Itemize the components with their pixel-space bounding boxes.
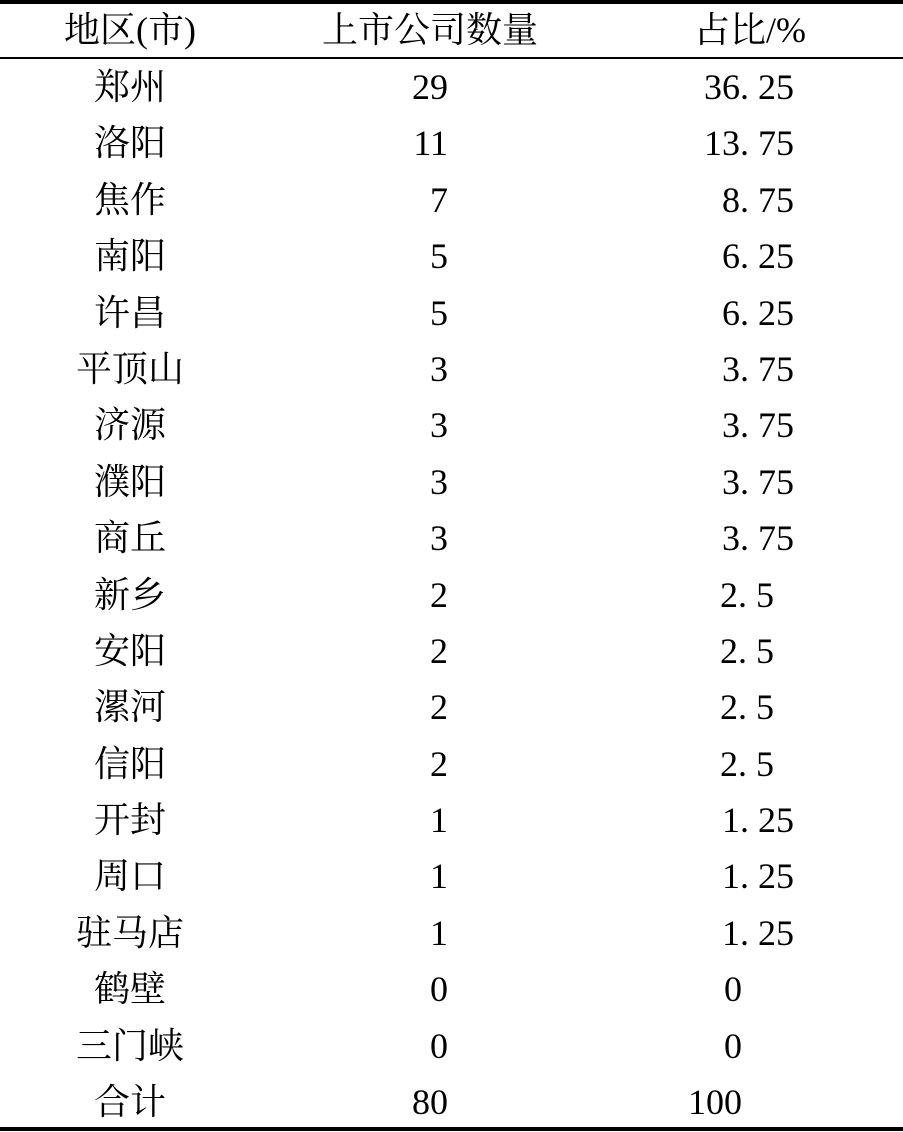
cell-region: 郑州 xyxy=(93,67,166,107)
cell-percent: 0 xyxy=(724,1025,742,1066)
total-row xyxy=(0,1074,903,1130)
table-row xyxy=(0,397,903,453)
cell-count: 1 xyxy=(430,912,448,953)
table-row xyxy=(0,848,903,904)
table-row xyxy=(0,172,903,228)
cell-region: 济源 xyxy=(93,405,166,446)
table-row xyxy=(0,623,903,679)
cell-count: 3 xyxy=(430,405,448,446)
cell-count: 5 xyxy=(430,236,448,277)
table-row xyxy=(0,115,903,171)
table-row xyxy=(0,510,903,566)
cell-percent: 8. 75 xyxy=(722,179,794,220)
table-header xyxy=(0,4,903,57)
table-row xyxy=(0,59,903,115)
cell-count: 0 xyxy=(430,1025,448,1066)
cell-count: 7 xyxy=(430,179,448,220)
cell-region: 驻马店 xyxy=(75,912,184,953)
cell-percent: 13. 75 xyxy=(704,123,794,164)
table-row xyxy=(0,341,903,397)
table-body xyxy=(0,59,903,1127)
table-row xyxy=(0,1018,903,1074)
cell-percent: 1. 25 xyxy=(722,856,794,897)
table-row xyxy=(0,567,903,623)
cell-percent: 0 xyxy=(724,969,742,1010)
cell-region: 鹤壁 xyxy=(93,969,166,1010)
cell-region: 漯河 xyxy=(93,687,166,728)
cell-percent: 100 xyxy=(688,1082,742,1123)
cell-region: 平顶山 xyxy=(75,348,184,389)
table-row xyxy=(0,228,903,284)
cell-region: 信阳 xyxy=(93,743,166,784)
table-row xyxy=(0,454,903,510)
cell-count: 29 xyxy=(412,67,448,107)
cell-percent: 36. 25 xyxy=(704,67,794,107)
bottom-rule xyxy=(0,1127,903,1131)
cell-count: 3 xyxy=(430,518,448,559)
table-row xyxy=(0,961,903,1017)
cell-region: 开封 xyxy=(93,800,166,841)
cell-region: 许昌 xyxy=(93,292,166,333)
header-region: 地区(市) xyxy=(64,10,196,50)
cell-region: 合计 xyxy=(93,1082,166,1123)
cell-percent: 3. 75 xyxy=(722,348,794,389)
table-row xyxy=(0,679,903,735)
cell-region: 安阳 xyxy=(93,630,166,671)
cell-count: 2 xyxy=(430,630,448,671)
cell-count: 2 xyxy=(430,687,448,728)
table-row xyxy=(0,792,903,848)
cell-count: 1 xyxy=(430,800,448,841)
cell-region: 焦作 xyxy=(93,179,166,220)
header-count: 上市公司数量 xyxy=(321,10,538,50)
cell-percent: 3. 75 xyxy=(722,405,794,446)
cell-region: 洛阳 xyxy=(93,123,166,164)
cell-percent: 3. 75 xyxy=(722,518,794,559)
cell-region: 新乡 xyxy=(93,574,166,615)
table-row xyxy=(0,905,903,961)
cell-count: 0 xyxy=(430,969,448,1010)
cell-percent: 1. 25 xyxy=(722,800,794,841)
cell-count: 5 xyxy=(430,292,448,333)
cell-percent: 6. 25 xyxy=(722,292,794,333)
cell-percent: 3. 75 xyxy=(722,461,794,502)
cell-region: 南阳 xyxy=(93,236,166,277)
cell-count: 1 xyxy=(430,856,448,897)
cell-count: 80 xyxy=(412,1082,448,1123)
table-row xyxy=(0,736,903,792)
header-percent: 占比/% xyxy=(694,10,806,50)
table-row xyxy=(0,285,903,341)
cell-region: 三门峡 xyxy=(75,1025,184,1066)
cell-region: 商丘 xyxy=(93,518,166,559)
cell-count: 3 xyxy=(430,348,448,389)
cell-percent: 6. 25 xyxy=(722,236,794,277)
cell-count: 2 xyxy=(430,574,448,615)
cell-percent: 2. 5 xyxy=(720,574,774,615)
cell-percent: 2. 5 xyxy=(720,687,774,728)
cell-region: 濮阳 xyxy=(93,461,166,502)
cell-count: 2 xyxy=(430,743,448,784)
cell-region: 周口 xyxy=(93,856,166,897)
cell-percent: 2. 5 xyxy=(720,630,774,671)
cell-percent: 1. 25 xyxy=(722,912,794,953)
cell-percent: 2. 5 xyxy=(720,743,774,784)
cell-count: 11 xyxy=(413,123,448,164)
cell-count: 3 xyxy=(430,461,448,502)
